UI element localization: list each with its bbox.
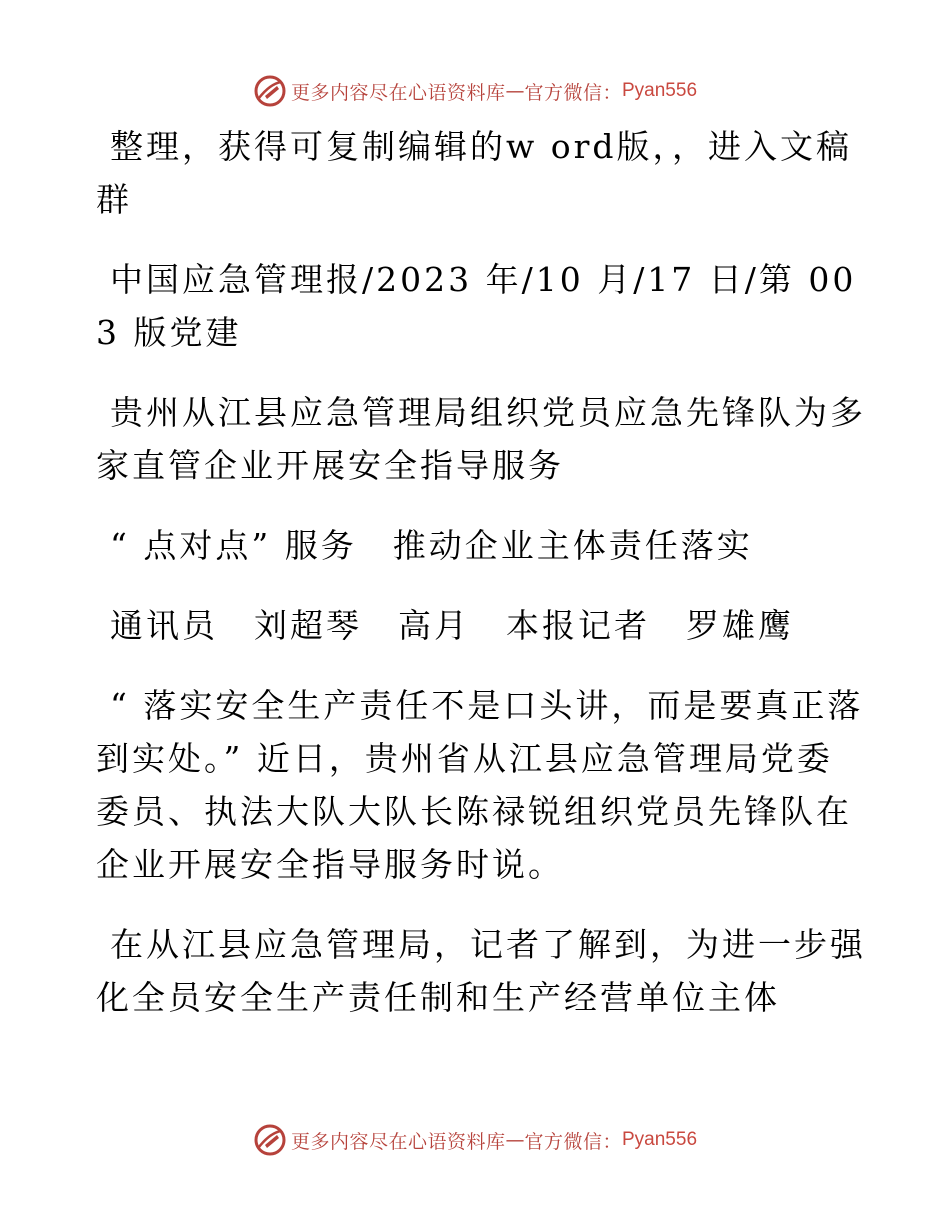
watermark-wechat-id: Pyan556 [622, 1129, 698, 1150]
paragraph-6: “ 落实安全生产责任不是口头讲，而是要真正落到实处。” 近日，贵州省从江县应急管理局党委委员、执法大队大队长陈禄锐组织党员先锋队在企业开展安全指导服务时说。 [96, 686, 864, 884]
watermark-wechat-label: 官方微信： [524, 81, 622, 104]
watermark-wechat-label: 官方微信： [524, 1130, 622, 1153]
paragraph-7: 在从江县应急管理局，记者了解到，为进一步强化全员安全生产责任制和生产经营单位主体 [96, 925, 866, 1017]
watermark-wechat-id: Pyan556 [622, 80, 698, 101]
paragraph-1: 整理，获得可复制编辑的w ord版，，进入文稿群 [96, 127, 853, 219]
footer-watermark [0, 1120, 950, 1160]
document-body [96, 120, 866, 1051]
pen-logo-icon [253, 74, 287, 108]
watermark-separator: — [505, 80, 525, 102]
watermark-text: 更多内容尽在心语资料库 [290, 81, 506, 104]
paragraph-2: 中国应急管理报/2023 年/10 月/17 日/第 003 版党建 [96, 260, 857, 352]
paragraph-3: 贵州从江县应急管理局组织党员应急先锋队为多家直管企业开展安全指导服务 [96, 393, 866, 485]
watermark-text: 更多内容尽在心语资料库 [290, 1130, 506, 1153]
watermark-separator: — [505, 1129, 525, 1151]
article-subtitle: “ 点对点” 服务 推动企业主体责任落实 [110, 526, 753, 565]
pen-logo-icon [253, 1123, 287, 1157]
header-watermark [0, 71, 950, 111]
byline: 通讯员 刘超琴 高月 本报记者 罗雄鹰 [110, 606, 794, 645]
